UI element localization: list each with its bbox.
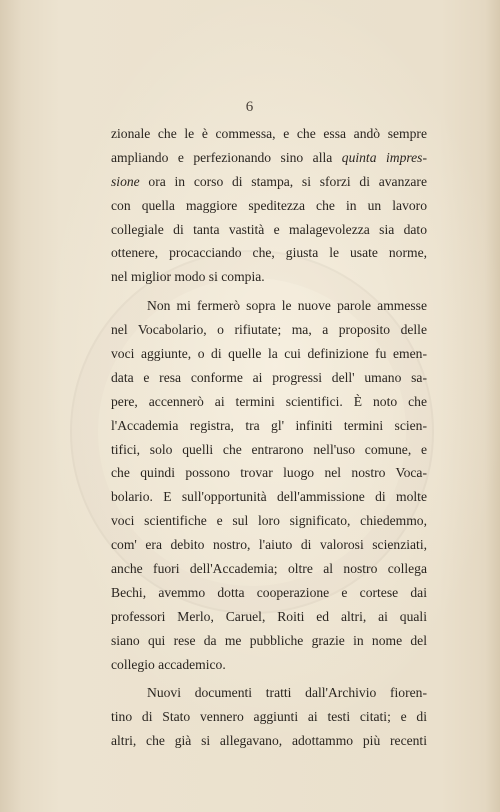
text-run: collegiale di tanta vastità e malagevolezza sia dato xyxy=(111,221,427,237)
text-line xyxy=(111,318,427,342)
text-run: nel miglior modo si compia. xyxy=(111,269,265,285)
text-run: collegio accademico. xyxy=(111,656,226,672)
text-run: ottenere, procacciando che, giusta le usate norme, xyxy=(111,245,427,261)
text-run: Nuovi documenti tratti dall'Archivio fioren- xyxy=(147,685,427,701)
text-run: voci aggiunte, o di quelle la cui definizione fu emen- xyxy=(111,346,427,362)
text-line xyxy=(111,342,427,366)
text-line xyxy=(111,390,427,414)
text-run: Bechi, avemmo dotta cooperazione e cortese dai xyxy=(111,584,427,600)
body-text xyxy=(111,122,427,753)
text-run: com' era debito nostro, l'aiuto di valorosi scienziati, xyxy=(111,537,427,553)
text-run: bolario. E sull'opportunità dell'ammissione di molte xyxy=(111,489,427,505)
text-run: tino di Stato vennero aggiunti ai testi citati; e di xyxy=(111,709,427,725)
text-run: ampliando e perfezionando sino alla xyxy=(111,149,342,165)
text-run: Non mi fermerò sopra le nuove parole ammesse xyxy=(147,298,427,314)
text-run: siano qui rese da me pubbliche grazie in nome del xyxy=(111,632,427,648)
text-run: ora in corso di stampa, si sforzi di avanzare xyxy=(139,173,427,189)
text-run: con quella maggiore speditezza che in un lavoro xyxy=(111,197,427,213)
text-run: anche fuori dell'Accademia; oltre al nostro collega xyxy=(111,561,427,577)
paragraph xyxy=(111,294,427,676)
paragraph xyxy=(111,681,427,753)
text-line xyxy=(111,485,427,509)
text-run: pere, accennerò ai termini scientifici. È noto che xyxy=(111,393,427,409)
text-line xyxy=(111,705,427,729)
text-line xyxy=(111,146,427,170)
italic-text: sione xyxy=(111,173,140,189)
text-line xyxy=(111,533,427,557)
text-line xyxy=(111,194,427,218)
text-line xyxy=(111,218,427,242)
text-line xyxy=(111,653,427,677)
text-run: zionale che le è commessa, e che essa andò sempre xyxy=(111,126,427,141)
text-run: che quindi possono trovar luogo nel nostro Voca- xyxy=(111,465,427,481)
text-line xyxy=(111,241,427,265)
text-run: nel Vocabolario, o rifiutate; ma, a proposito delle xyxy=(111,322,427,338)
text-line xyxy=(111,170,427,194)
text-line xyxy=(111,265,427,289)
text-line xyxy=(111,629,427,653)
text-run: l'Accademia registra, tra gl' infiniti termini scien- xyxy=(111,417,427,433)
text-run: voci scientifiche e sul loro significato, chiedemmo, xyxy=(111,513,427,529)
text-line xyxy=(111,414,427,438)
text-run: tifici, solo quelli che entrarono nell'uso comune, e xyxy=(111,441,427,457)
text-line xyxy=(111,557,427,581)
page-number: 6 xyxy=(245,99,255,115)
text-line xyxy=(111,681,427,705)
text-line xyxy=(111,581,427,605)
paragraph xyxy=(111,122,427,289)
text-line xyxy=(111,438,427,462)
text-line xyxy=(111,605,427,629)
text-line xyxy=(111,461,427,485)
text-line xyxy=(111,729,427,753)
text-line xyxy=(111,366,427,390)
text-line xyxy=(111,509,427,533)
text-run: data e resa conforme ai progressi dell' umano sa- xyxy=(111,369,427,385)
text-run: professori Merlo, Caruel, Roiti ed altri, ai quali xyxy=(111,608,427,624)
text-run: altri, che già si allegavano, adottammo più recenti xyxy=(111,733,427,749)
italic-text: quinta impres- xyxy=(341,149,427,165)
text-line xyxy=(111,122,427,146)
text-line xyxy=(111,294,427,318)
